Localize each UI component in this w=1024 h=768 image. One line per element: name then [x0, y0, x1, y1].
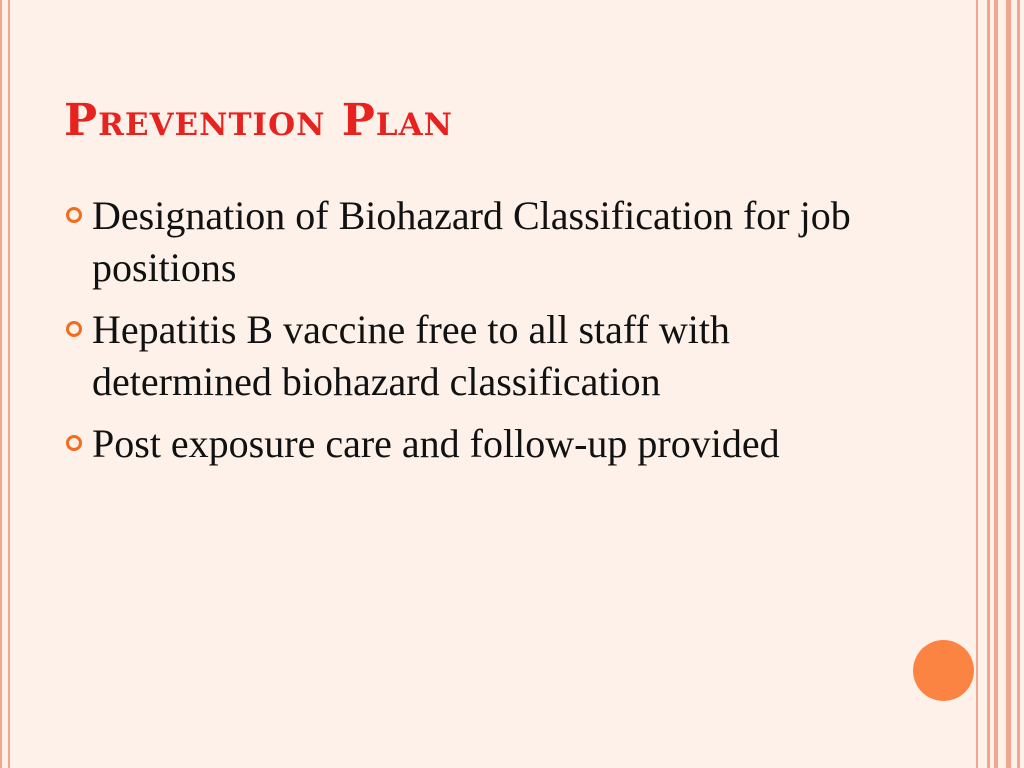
orange-ring-bullet-icon [66, 207, 82, 223]
right-border-line [1006, 0, 1011, 768]
bullet-item [62, 304, 902, 408]
orange-ring-bullet-icon [66, 321, 82, 337]
right-border-line [1017, 0, 1020, 768]
left-border-line [8, 0, 10, 768]
orange-ring-bullet-icon [66, 435, 82, 451]
left-border-line [0, 0, 2, 768]
bullet-text: Post exposure care and follow-up provided [92, 421, 780, 466]
right-border-line [976, 0, 978, 768]
decorative-orange-circle [913, 640, 974, 701]
bullet-list [62, 190, 902, 480]
bullet-item [62, 190, 902, 294]
bullet-item [62, 418, 902, 470]
slide-title: Prevention Plan [64, 95, 453, 146]
bullet-text: Hepatitis B vaccine free to all staff with determined biohazard classification [92, 307, 730, 404]
bullet-text: Designation of Biohazard Classification for job positions [92, 193, 851, 290]
right-border-line [987, 0, 990, 768]
right-border-line [994, 0, 998, 768]
